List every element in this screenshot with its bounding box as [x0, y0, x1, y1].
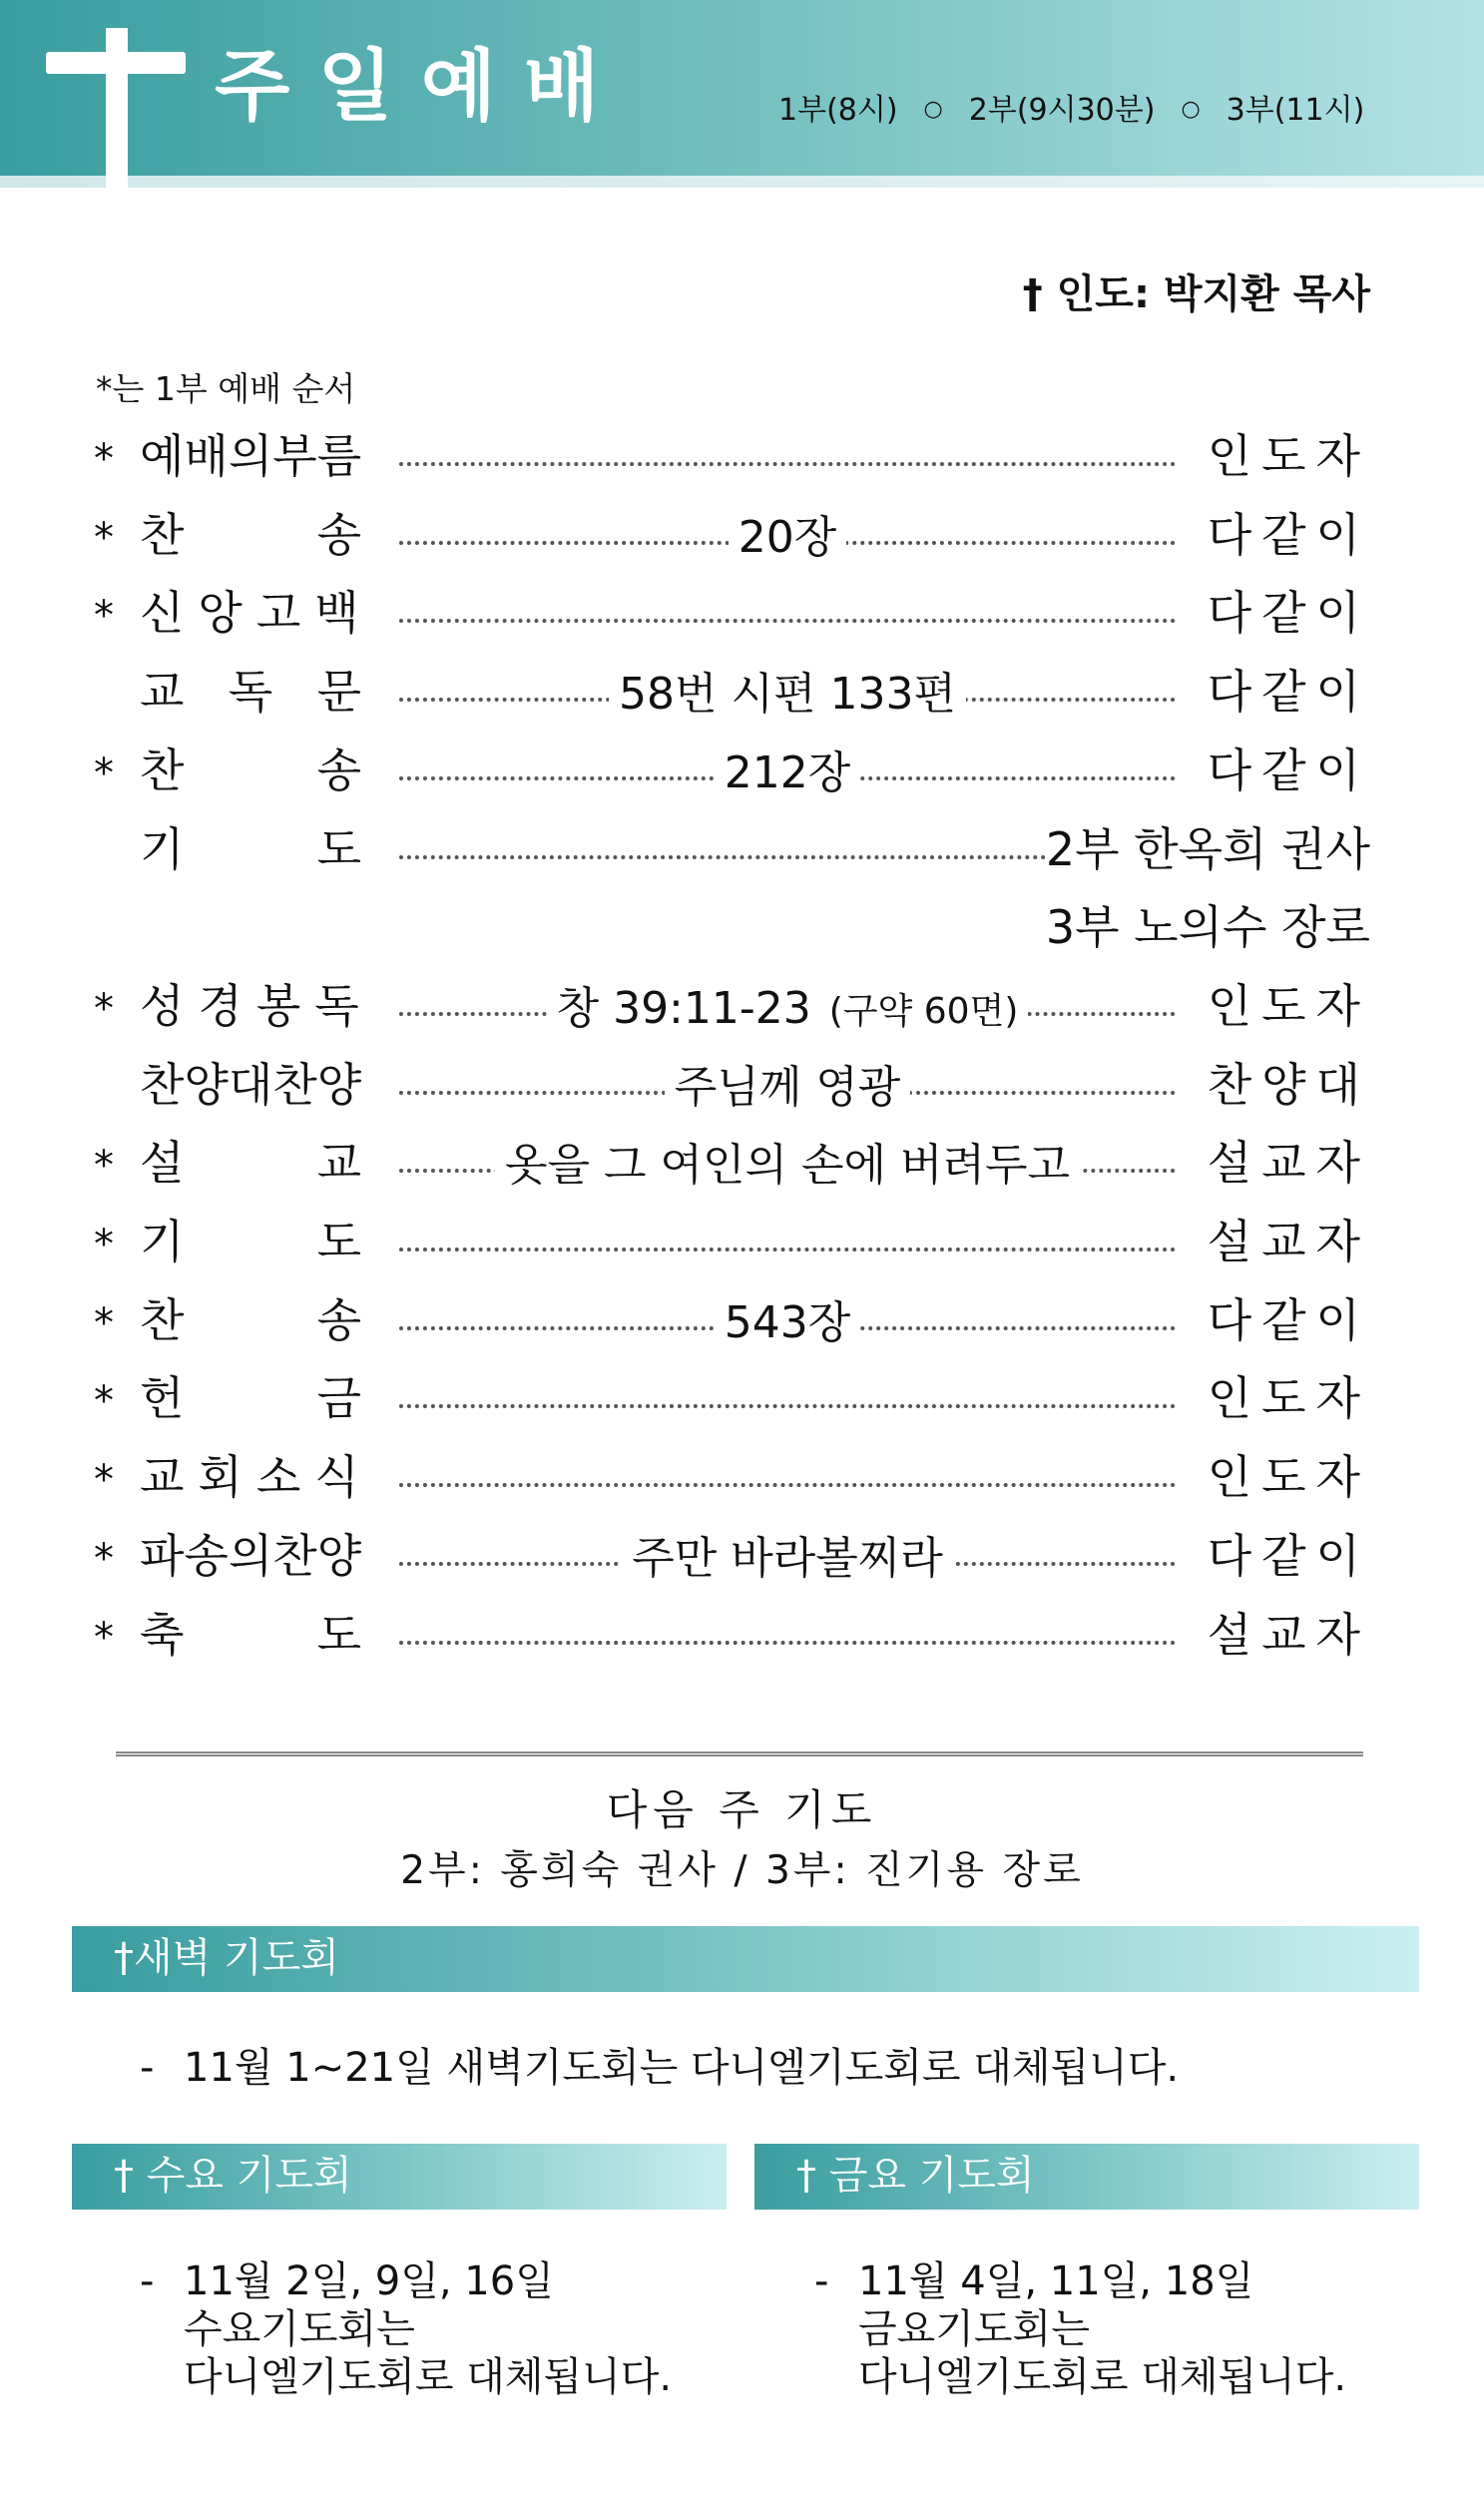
- order-role: 인도자: [1207, 1450, 1370, 1504]
- order-row: [0, 1448, 1484, 1508]
- order-role: 3부 노의수 장로: [1045, 900, 1370, 954]
- page-title: 주일예배: [215, 42, 628, 132]
- order-content-text: [495, 1140, 1080, 1191]
- separator-icon: ○: [923, 97, 943, 122]
- order-label-part: 송: [316, 1293, 361, 1347]
- order-role: 다같이: [1207, 744, 1370, 797]
- friday-line-3: 다니엘기도회로 대체됩니다.: [858, 2354, 1347, 2400]
- order-label: [140, 508, 361, 562]
- order-content-text: [665, 1062, 911, 1113]
- order-content: [399, 1533, 1176, 1584]
- order-label-part: 도: [316, 822, 361, 876]
- order-label-part: 예배의부름: [140, 429, 362, 483]
- order-content: [399, 983, 1176, 1034]
- order-label: [140, 1371, 361, 1425]
- order-star: *: [94, 1222, 114, 1267]
- order-content: [399, 669, 1176, 720]
- friday-prayer-text: [858, 2257, 1346, 2401]
- dotted-leader-line: [399, 1248, 1176, 1251]
- order-label-part: 송: [316, 508, 361, 562]
- order-star: *: [94, 1300, 114, 1346]
- dotted-leader-line: [399, 462, 1176, 466]
- order-label-part: 파송의찬양: [140, 1529, 362, 1583]
- order-role: 다같이: [1207, 586, 1370, 640]
- order-label-part: 설: [140, 1136, 185, 1190]
- order-role: 설교자: [1207, 1136, 1370, 1190]
- order-star: *: [94, 750, 114, 796]
- dawn-prayer-header: [72, 1926, 1419, 1992]
- order-content-main: 58번 시편 133편: [619, 669, 956, 720]
- order-content-text: [547, 983, 1029, 1034]
- order-star: *: [94, 1143, 114, 1189]
- order-role: 인도자: [1207, 429, 1370, 483]
- dotted-leader-line: [399, 1641, 1176, 1645]
- order-row: [0, 977, 1484, 1037]
- order-star: *: [94, 515, 114, 561]
- order-label: [140, 665, 361, 719]
- order-star: *: [94, 1536, 114, 1582]
- friday-line-1: 11월 4일, 11일, 18일: [858, 2258, 1254, 2304]
- order-role: 설교자: [1207, 1215, 1370, 1268]
- order-content-main: 옷을 그 여인의 손에 버려두고: [505, 1140, 1070, 1191]
- order-row: [0, 663, 1484, 723]
- order-row: [0, 1213, 1484, 1272]
- next-week-prayer-detail: 2부: 홍희숙 권사 / 3부: 진기용 장로: [400, 1848, 1084, 1893]
- order-row: [0, 898, 1484, 958]
- order-label: [140, 586, 373, 640]
- dash: -: [140, 2258, 155, 2304]
- order-label: [140, 429, 362, 483]
- cross-icon-vertical: [106, 28, 128, 188]
- order-content-main: 543장: [724, 1297, 851, 1348]
- order-label: [140, 1058, 362, 1112]
- order-label: [140, 1136, 361, 1190]
- order-row: [0, 1291, 1484, 1351]
- order-content-text: [715, 1297, 861, 1348]
- order-content-text: [622, 1533, 953, 1584]
- order-label-part: 성경봉독: [140, 979, 373, 1033]
- order-row: [0, 1056, 1484, 1116]
- order-content: [399, 1140, 1176, 1191]
- order-content-main: 주만 바라볼찌라: [632, 1533, 943, 1584]
- order-row: [0, 427, 1484, 487]
- order-star: *: [94, 436, 114, 482]
- next-week-prayer-title: 다음 주 기도: [606, 1785, 878, 1834]
- order-label-part: 찬: [140, 508, 185, 562]
- order-row: [0, 1606, 1484, 1666]
- order-label: [140, 1450, 373, 1504]
- order-content-text: [729, 512, 847, 563]
- wednesday-prayer-text: [184, 2257, 672, 2401]
- order-label-part: 교: [140, 665, 185, 719]
- order-label-part: 도: [316, 1215, 361, 1268]
- dotted-leader-line: [399, 1404, 1176, 1408]
- order-row: [0, 1527, 1484, 1587]
- order-row: [0, 820, 1484, 880]
- order-star: *: [94, 1615, 114, 1661]
- order-label: [140, 1293, 361, 1347]
- order-label: [140, 1529, 362, 1583]
- wednesday-line-2: 수요기도회는: [184, 2306, 415, 2352]
- order-label: [140, 1608, 361, 1662]
- order-star: *: [94, 1378, 114, 1424]
- divider: [116, 1751, 1363, 1756]
- order-content-note: (구약 60면): [811, 991, 1019, 1032]
- order-label: [140, 979, 373, 1033]
- wednesday-line-3: 다니엘기도회로 대체됩니다.: [184, 2354, 673, 2400]
- order-row: [0, 1134, 1484, 1194]
- friday-prayer-title: † 금요 기도회: [796, 2153, 1035, 2199]
- order-label-part: 기: [140, 1215, 185, 1268]
- order-label: [140, 744, 361, 797]
- order-note: *는 1부 예배 순서: [96, 369, 356, 408]
- order-content-text: [715, 748, 861, 798]
- order-row: [0, 1369, 1484, 1429]
- order-row: [0, 506, 1484, 566]
- dawn-prayer-title: †새벽 기도회: [114, 1935, 339, 1981]
- order-role: 인도자: [1207, 979, 1370, 1033]
- order-content-main: 20장: [738, 512, 837, 563]
- dawn-prayer-text: 11월 1~21일 새벽기도회는 다니엘기도회로 대체됩니다.: [184, 2045, 1180, 2091]
- order-role: 다같이: [1207, 1293, 1370, 1347]
- wednesday-line-1: 11월 2일, 9일, 16일: [184, 2258, 554, 2304]
- service-time-1: 1부(8시): [778, 93, 898, 128]
- separator-icon: ○: [1181, 97, 1201, 122]
- order-star: *: [94, 593, 114, 639]
- order-star: *: [94, 986, 114, 1032]
- order-label: [140, 822, 361, 876]
- wednesday-prayer-title: † 수요 기도회: [114, 2153, 352, 2199]
- dotted-leader-line: [399, 619, 1176, 623]
- order-role: 다같이: [1207, 508, 1370, 562]
- order-label-part: 찬: [140, 744, 185, 797]
- order-content: [399, 1062, 1176, 1113]
- worship-leader: † 인도: 박지환 목사: [1022, 271, 1370, 317]
- order-content: [399, 512, 1176, 563]
- order-label-part: 도: [316, 1608, 361, 1662]
- order-content: [399, 748, 1176, 798]
- order-content-text: [609, 669, 966, 720]
- dash: -: [814, 2258, 829, 2304]
- friday-line-2: 금요기도회는: [858, 2306, 1090, 2352]
- order-content: [399, 1297, 1176, 1348]
- service-time-2: 2부(9시30분): [968, 93, 1156, 128]
- order-label: [140, 1215, 361, 1268]
- dash: -: [140, 2045, 155, 2091]
- order-label-part: 문: [316, 665, 361, 719]
- order-label-part: 헌: [140, 1371, 185, 1425]
- order-content-main: 주님께 영광: [674, 1062, 901, 1113]
- order-role: 설교자: [1207, 1608, 1370, 1662]
- order-label-part: 교: [316, 1136, 361, 1190]
- service-time-3: 3부(11시): [1226, 93, 1365, 128]
- service-times: [778, 93, 1365, 128]
- order-label-part: 금: [316, 1371, 361, 1425]
- order-role: 다같이: [1207, 665, 1370, 719]
- order-label-part: 축: [140, 1608, 185, 1662]
- order-role: 인도자: [1207, 1371, 1370, 1425]
- order-content-main: 창 39:11-23: [556, 983, 811, 1034]
- order-label-part: 찬: [140, 1293, 185, 1347]
- order-label-part: 독: [228, 665, 273, 719]
- order-role: 2부 한옥희 권사: [1045, 822, 1370, 876]
- order-label-part: 송: [316, 744, 361, 797]
- order-label-part: 기: [140, 822, 185, 876]
- friday-prayer-header: [754, 2144, 1419, 2210]
- header-strip: [0, 176, 1484, 188]
- order-label-part: 교회소식: [140, 1450, 373, 1504]
- wednesday-prayer-header: [72, 2144, 727, 2210]
- order-role: 찬양대: [1207, 1058, 1370, 1112]
- order-star: *: [94, 1457, 114, 1503]
- order-row: [0, 742, 1484, 801]
- order-row: [0, 584, 1484, 644]
- dotted-leader-line: [399, 855, 1046, 859]
- order-role: 다같이: [1207, 1529, 1370, 1583]
- order-label-part: 찬양대찬양: [140, 1058, 362, 1112]
- order-content-main: 212장: [724, 748, 851, 798]
- order-label-part: 신앙고백: [140, 586, 373, 640]
- dotted-leader-line: [399, 1483, 1176, 1487]
